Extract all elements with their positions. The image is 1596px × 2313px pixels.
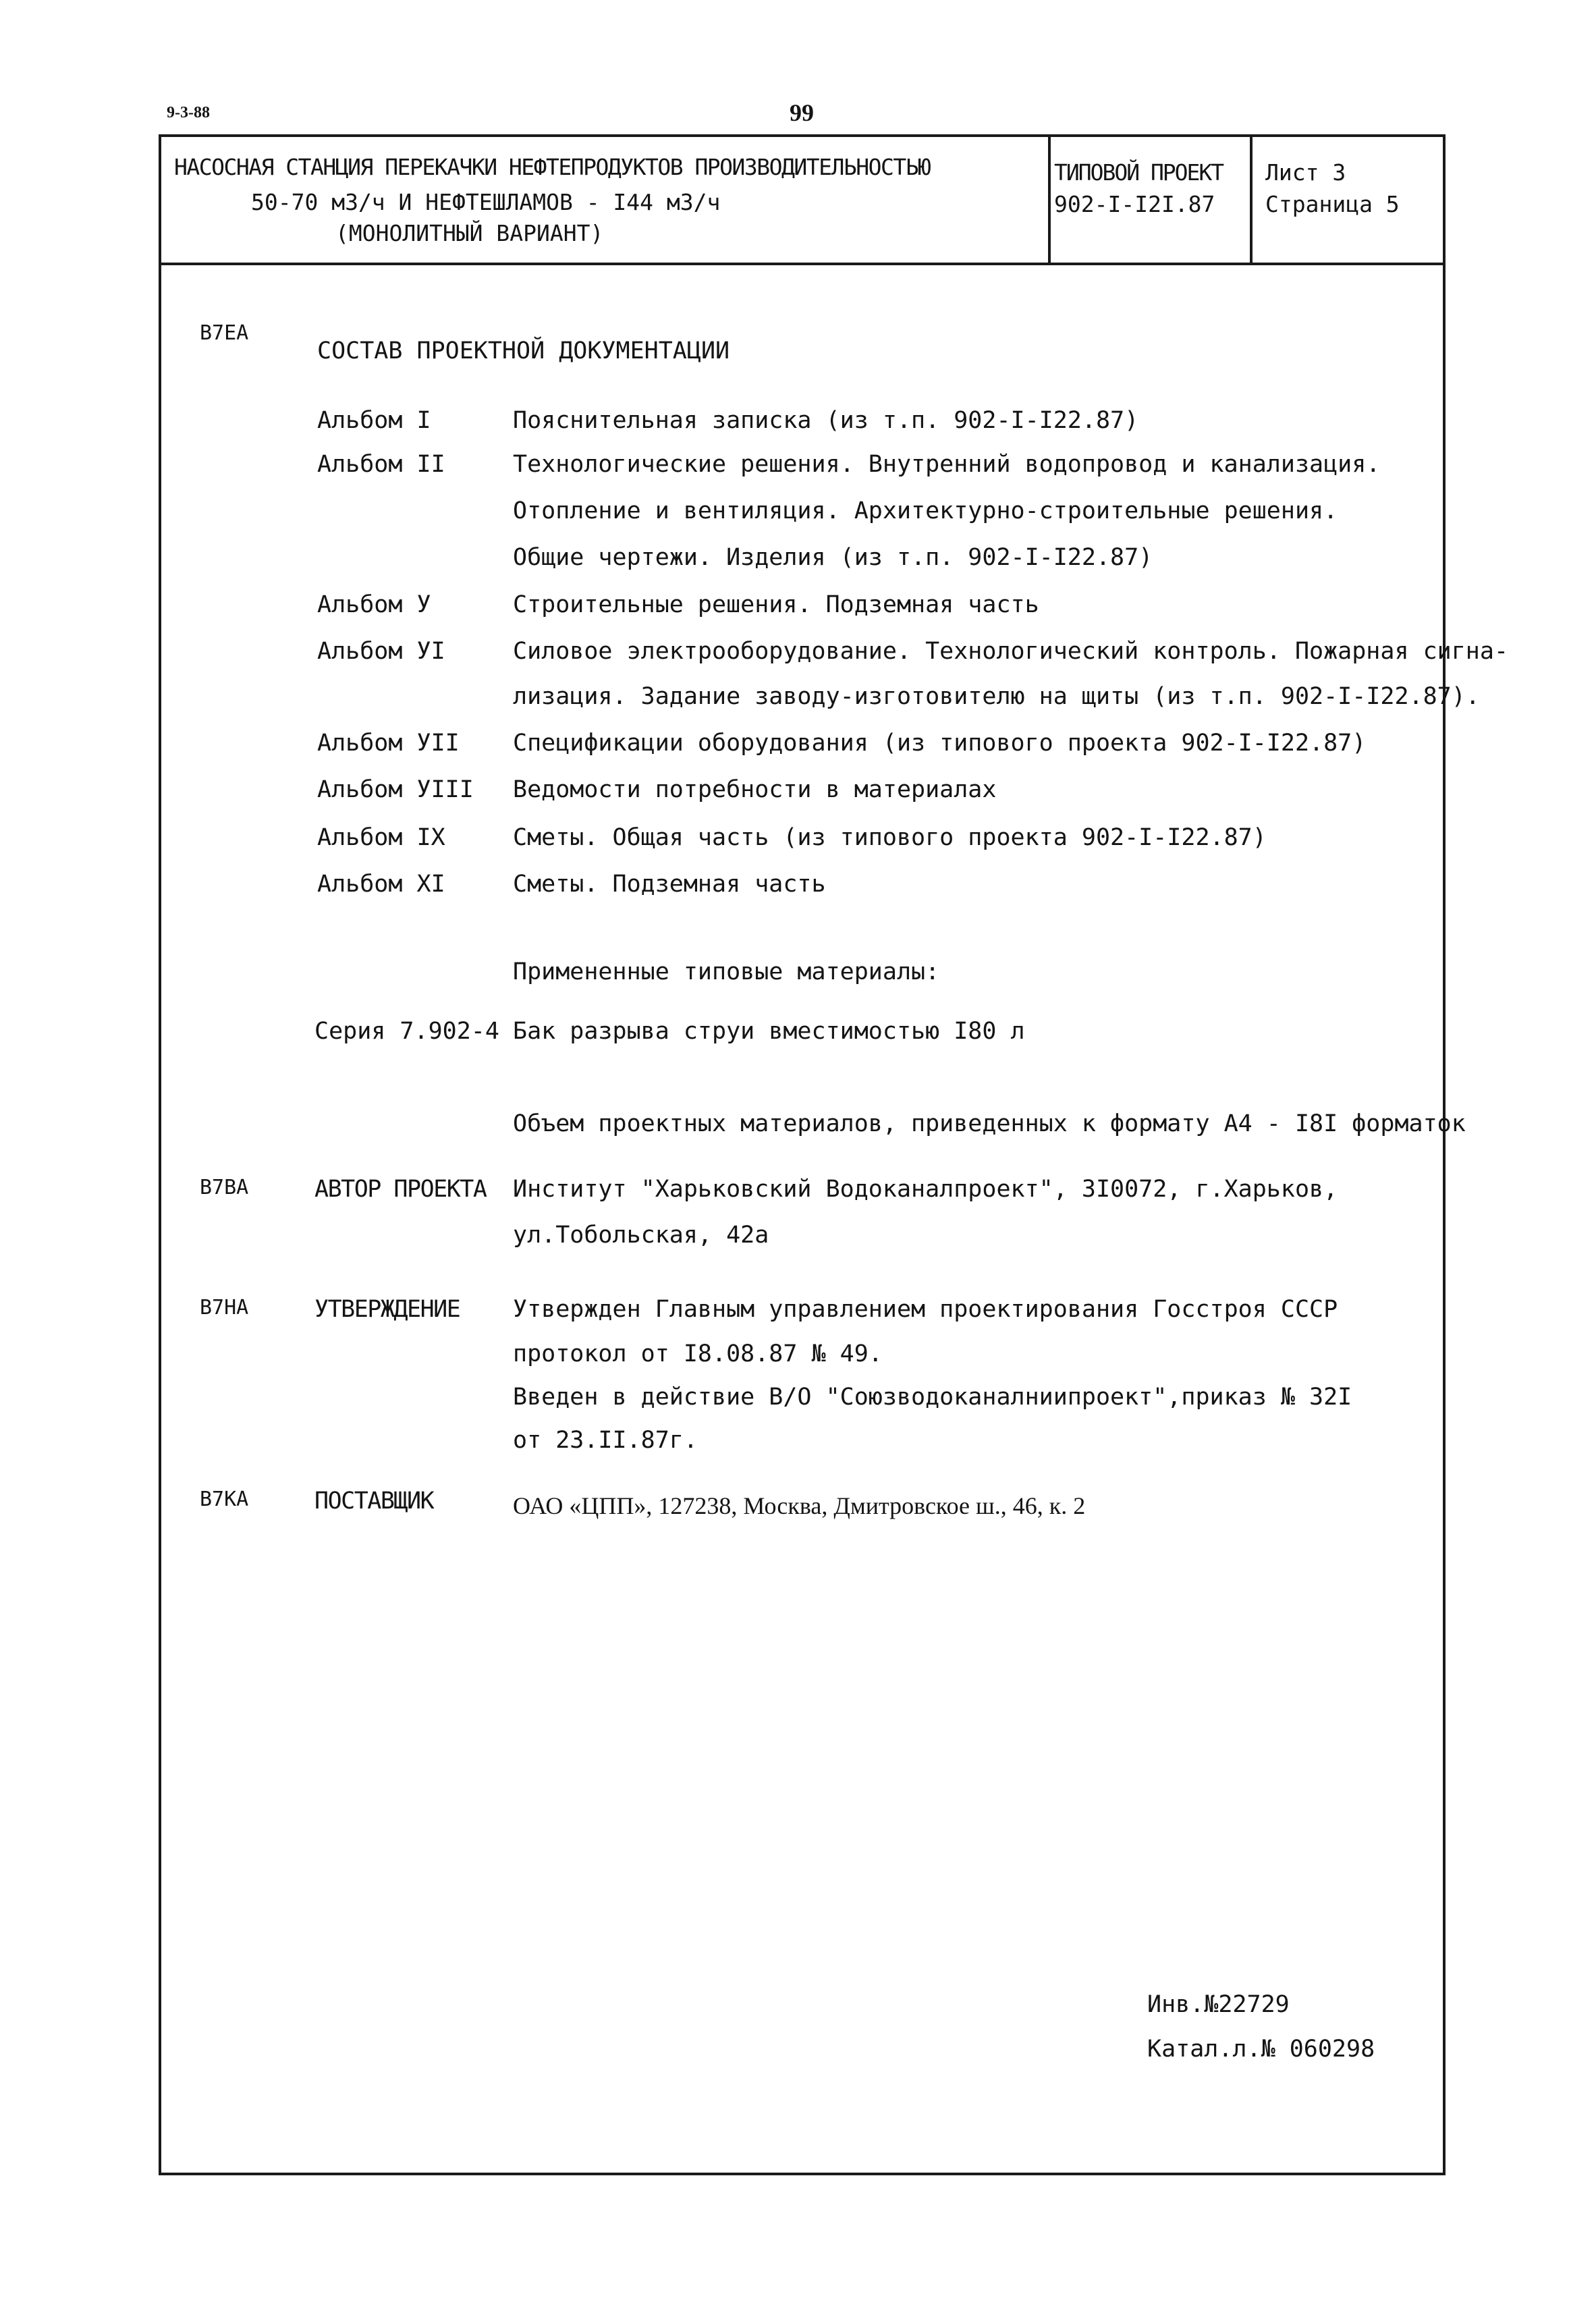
project-label: ТИПОВОЙ ПРОЕКТ [1054, 159, 1223, 186]
album-label: Альбом УII [317, 730, 460, 757]
inventory-number: Инв.№22729 [1147, 1991, 1290, 2018]
album-description: Технологические решения. Внутренний водопровод и канализация. [513, 451, 1381, 478]
album-description: Ведомости потребности в материалах [513, 776, 997, 803]
supplier-label: ПОСТАВЩИК [314, 1488, 434, 1515]
approval-text: протокол от I8.08.87 № 49. [513, 1340, 883, 1367]
supplier-text: ОАО «ЦПП», 127238, Москва, Дмитровское ш., 46, к. 2 [513, 1492, 1086, 1519]
document-code: 9-3-88 [167, 104, 210, 121]
album-description: Общие чертежи. Изделия (из т.п. 902-I-I22.87) [513, 544, 1153, 571]
header-title-line-2: 50-70 м3/ч И НЕФТЕШЛАМОВ - I44 м3/ч [251, 189, 721, 215]
album-label: Альбом УIII [317, 776, 474, 803]
album-description: Сметы. Общая часть (из типового проекта 902-I-I22.87) [513, 824, 1267, 851]
author-text: Институт "Харьковский Водоканалпроект", 3I0072, г.Харьков, [513, 1176, 1338, 1203]
header-column-divider [1250, 134, 1253, 264]
composition-heading: СОСТАВ ПРОЕКТНОЙ ДОКУМЕНТАЦИИ [317, 337, 730, 364]
author-label: АВТОР ПРОЕКТА [314, 1176, 487, 1203]
album-label: Альбом XI [317, 871, 445, 898]
approval-text: Утвержден Главным управлением проектирования Госстроя СССР [513, 1296, 1338, 1323]
album-description: Спецификации оборудования (из типового проекта 902-I-I22.87) [513, 730, 1367, 757]
approval-label: УТВЕРЖДЕНИЕ [314, 1296, 460, 1323]
album-description: Сметы. Подземная часть [513, 871, 826, 898]
album-label: Альбом УI [317, 638, 445, 665]
approval-text: Введен в действие В/О "Союзводоканалниипроект",приказ № 32I [513, 1384, 1352, 1411]
album-description: лизация. Задание заводу-изготовителю на щиты (из т.п. 902-I-I22.87). [513, 683, 1480, 710]
album-description: Силовое электрооборудование. Технологический контроль. Пожарная сигна- [513, 638, 1509, 665]
album-description: Строительные решения. Подземная часть [513, 591, 1039, 618]
series-description: Бак разрыва струи вместимостью I80 л [513, 1018, 1025, 1045]
section-code-supplier: В7КА [200, 1488, 249, 1511]
applied-materials-heading: Примененные типовые материалы: [513, 958, 940, 985]
project-number: 902-I-I2I.87 [1054, 191, 1215, 217]
page-number: 99 [790, 99, 814, 126]
header-title-line-3: (МОНОЛИТНЫЙ ВАРИАНТ) [335, 220, 604, 246]
author-text: ул.Тобольская, 42а [513, 1222, 769, 1249]
album-label: Альбом IX [317, 824, 445, 851]
page-label: Страница 5 [1265, 191, 1400, 217]
album-label: Альбом II [317, 451, 445, 478]
header-column-divider [1048, 134, 1051, 264]
catalog-number: Катал.л.№ 060298 [1147, 2036, 1375, 2063]
documentation-volume: Объем проектных материалов, приведенных к формату А4 - I8I форматок [513, 1110, 1466, 1137]
section-code-composition: В7ЕА [200, 321, 249, 345]
album-description: Отопление и вентиляция. Архитектурно-строительные решения. [513, 497, 1338, 524]
album-description: Пояснительная записка (из т.п. 902-I-I22.87) [513, 407, 1139, 434]
header-title-line-1: НАСОСНАЯ СТАНЦИЯ ПЕРЕКАЧКИ НЕФТЕПРОДУКТОВ ПРОИЗВОДИТЕЛЬНОСТЬЮ [174, 154, 931, 180]
sheet-number: Лист 3 [1265, 159, 1346, 186]
section-code-approval: В7НА [200, 1296, 249, 1319]
series-label: Серия 7.902-4 [314, 1018, 499, 1045]
album-label: Альбом У [317, 591, 431, 618]
section-code-author: В7ВА [200, 1176, 249, 1199]
album-label: Альбом I [317, 407, 431, 434]
page-frame [159, 134, 1446, 2175]
approval-text: от 23.II.87г. [513, 1427, 698, 1454]
